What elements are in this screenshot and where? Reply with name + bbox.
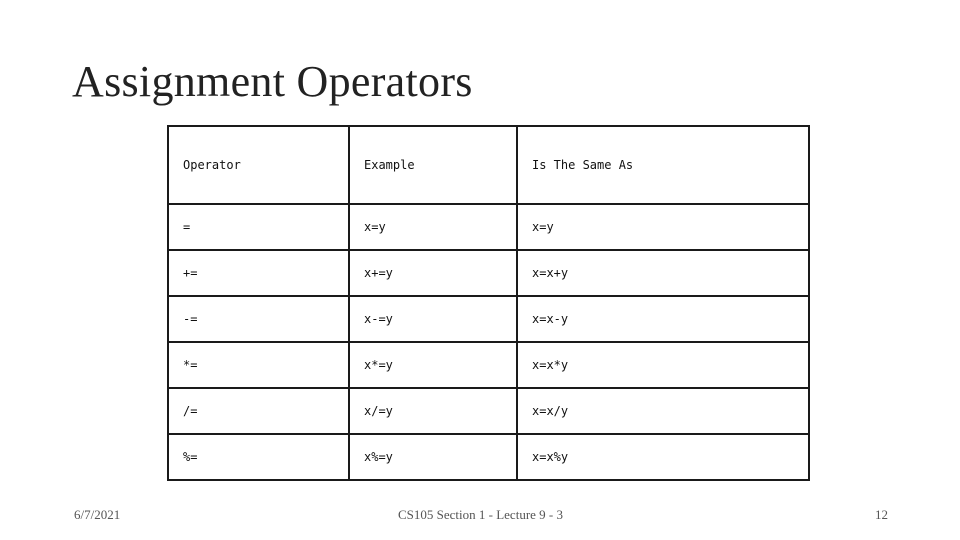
footer-course-label: CS105 Section 1 - Lecture 9 - 3 (398, 507, 563, 522)
header-operator: Operator (168, 126, 349, 204)
operator-cell: = (168, 204, 349, 250)
example-cell: x*=y (349, 342, 517, 388)
operator-cell: -= (168, 296, 349, 342)
operator-cell: *= (168, 342, 349, 388)
slide-number: 12 (875, 507, 888, 522)
table-header-row (168, 126, 809, 204)
same-as-cell: x=x+y (517, 250, 809, 296)
table-row (168, 434, 809, 480)
example-cell: x=y (349, 204, 517, 250)
header-same-as: Is The Same As (517, 126, 809, 204)
footer-date: 6/7/2021 (74, 507, 121, 522)
example-cell: x/=y (349, 388, 517, 434)
table-row (168, 296, 809, 342)
example-cell: x%=y (349, 434, 517, 480)
same-as-cell: x=x*y (517, 342, 809, 388)
slide-title: Assignment Operators (72, 57, 473, 106)
table-row (168, 204, 809, 250)
same-as-cell: x=x%y (517, 434, 809, 480)
same-as-cell: x=x/y (517, 388, 809, 434)
operator-cell: += (168, 250, 349, 296)
operators-table (167, 125, 810, 481)
same-as-cell: x=x-y (517, 296, 809, 342)
example-cell: x+=y (349, 250, 517, 296)
table-row (168, 250, 809, 296)
table-row (168, 388, 809, 434)
table-row (168, 342, 809, 388)
header-example: Example (349, 126, 517, 204)
example-cell: x-=y (349, 296, 517, 342)
operator-cell: /= (168, 388, 349, 434)
same-as-cell: x=y (517, 204, 809, 250)
operator-cell: %= (168, 434, 349, 480)
